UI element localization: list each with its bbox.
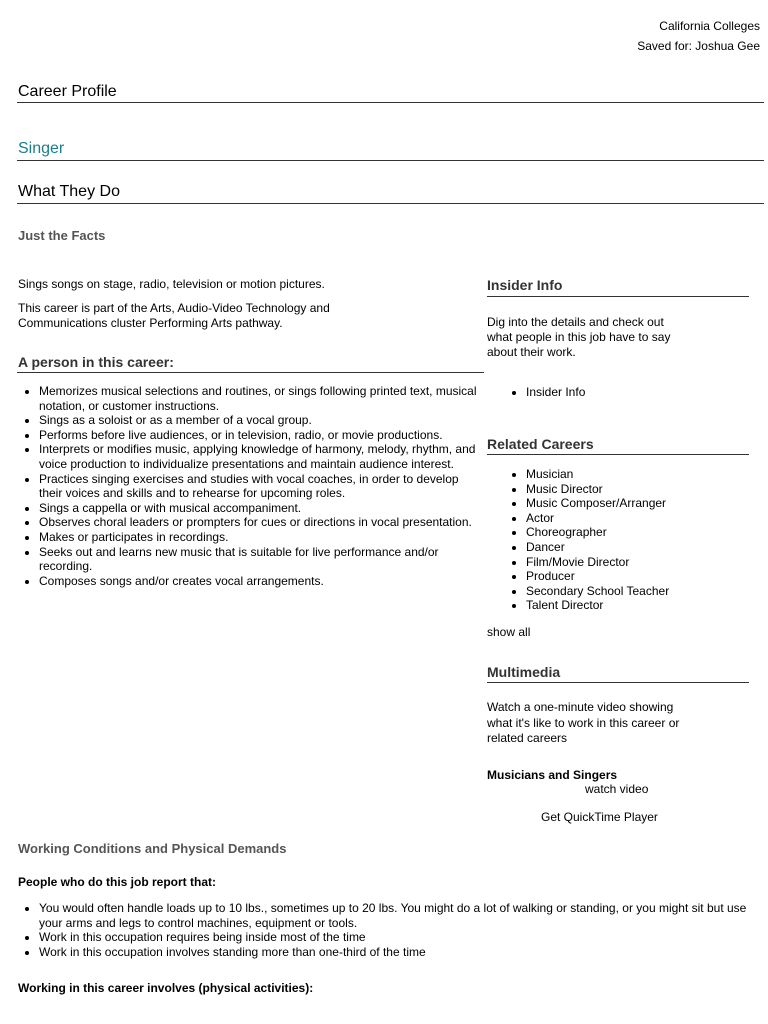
video-title: Musicians and Singers	[487, 768, 618, 782]
related-career-link[interactable]: Producer	[526, 569, 575, 584]
divider	[17, 160, 764, 161]
career-summary: Sings songs on stage, radio, television or motion pictures.	[18, 277, 325, 291]
list-item: • Memorizes musical selections and routines, or sings following printed text, musical notation, or customer instructions.	[39, 384, 480, 413]
divider	[487, 296, 749, 297]
list-item: • You would often handle loads up to 10 lbs., sometimes up to 20 lbs. You might do a lot of walking or standing, or you might sit but use your arms and legs to control machines, equipment or tools.	[39, 901, 764, 930]
facts-heading: Just the Facts	[18, 228, 106, 243]
list-item: • Observes choral leaders or prompters for cues or directions in vocal presentation.	[39, 515, 480, 530]
multimedia-heading: Multimedia	[487, 664, 561, 680]
related-heading: Related Careers	[487, 436, 594, 452]
career-title: Singer	[18, 140, 65, 157]
related-career-link[interactable]: Music Composer/Arranger	[526, 496, 667, 511]
related-career-link[interactable]: Music Director	[526, 481, 603, 496]
divider	[17, 203, 764, 204]
divider	[17, 372, 484, 373]
watch-video-link[interactable]: watch video	[585, 782, 649, 796]
quicktime-link[interactable]: Get QuickTime Player	[541, 810, 658, 824]
site-header	[637, 18, 760, 54]
insider-text: Dig into the details and check out what people in this job have to say about their work.	[487, 315, 671, 359]
list-item: • Composes songs and/or creates vocal arrangements.	[39, 574, 480, 589]
list-item: • Seeks out and learns new music that is suitable for live performance and/or recording.	[39, 545, 480, 574]
related-career-link[interactable]: Film/Movie Director	[526, 554, 630, 569]
related-career-link[interactable]: Secondary School Teacher	[526, 583, 670, 598]
duties-list	[0, 384, 480, 588]
page-title: Career Profile	[18, 83, 117, 100]
related-career-link[interactable]: Talent Director	[526, 598, 604, 613]
list-item: • Work in this occupation involves standing more than one-third of the time	[39, 945, 764, 960]
show-all-link[interactable]: show all	[487, 625, 531, 639]
report-label: People who do this job report that:	[18, 875, 216, 889]
divider	[487, 682, 749, 683]
related-careers-list	[487, 467, 747, 613]
list-item: • Sings a cappella or with musical accompaniment.	[39, 501, 480, 516]
list-item: • Work in this occupation requires being inside most of the time	[39, 930, 764, 945]
cluster-text: This career is part of the Arts, Audio-Video Technology and Communications cluster Performing Arts pathway.	[18, 301, 330, 330]
list-item: • Interprets or modifies music, applying knowledge of harmony, melody, rhythm, and voice production to individualize presentations and maintain audience interest.	[39, 442, 480, 471]
related-career-link[interactable]: Choreographer	[526, 525, 607, 540]
insider-heading: Insider Info	[487, 277, 563, 293]
section-title: What They Do	[18, 183, 120, 200]
physical-activities-label: Working in this career involves (physical activities):	[18, 981, 314, 995]
insider-list	[487, 385, 747, 400]
person-heading: A person in this career:	[18, 354, 174, 370]
list-item: • Makes or participates in recordings.	[39, 530, 480, 545]
list-item: • Practices singing exercises and studies with vocal coaches, in order to develop their voices and skills and to rehearse for upcoming roles.	[39, 472, 480, 501]
working-conditions-heading: Working Conditions and Physical Demands	[18, 841, 287, 856]
list-item: • Performs before live audiences, or in television, radio, or movie productions.	[39, 428, 480, 443]
divider	[17, 102, 764, 103]
working-conditions-list	[0, 901, 764, 959]
related-career-link[interactable]: Actor	[526, 510, 555, 525]
divider	[487, 454, 749, 455]
saved-for-label: Saved for: Joshua Gee	[637, 39, 760, 53]
related-career-link[interactable]: Dancer	[526, 539, 565, 554]
insider-info-link[interactable]: Insider Info	[526, 385, 586, 399]
multimedia-text: Watch a one-minute video showing what it's like to work in this career or related careers	[487, 700, 680, 745]
org-name: California Colleges	[659, 19, 760, 33]
list-item: • Sings as a soloist or as a member of a vocal group.	[39, 413, 480, 428]
related-career-link[interactable]: Musician	[526, 467, 574, 481]
